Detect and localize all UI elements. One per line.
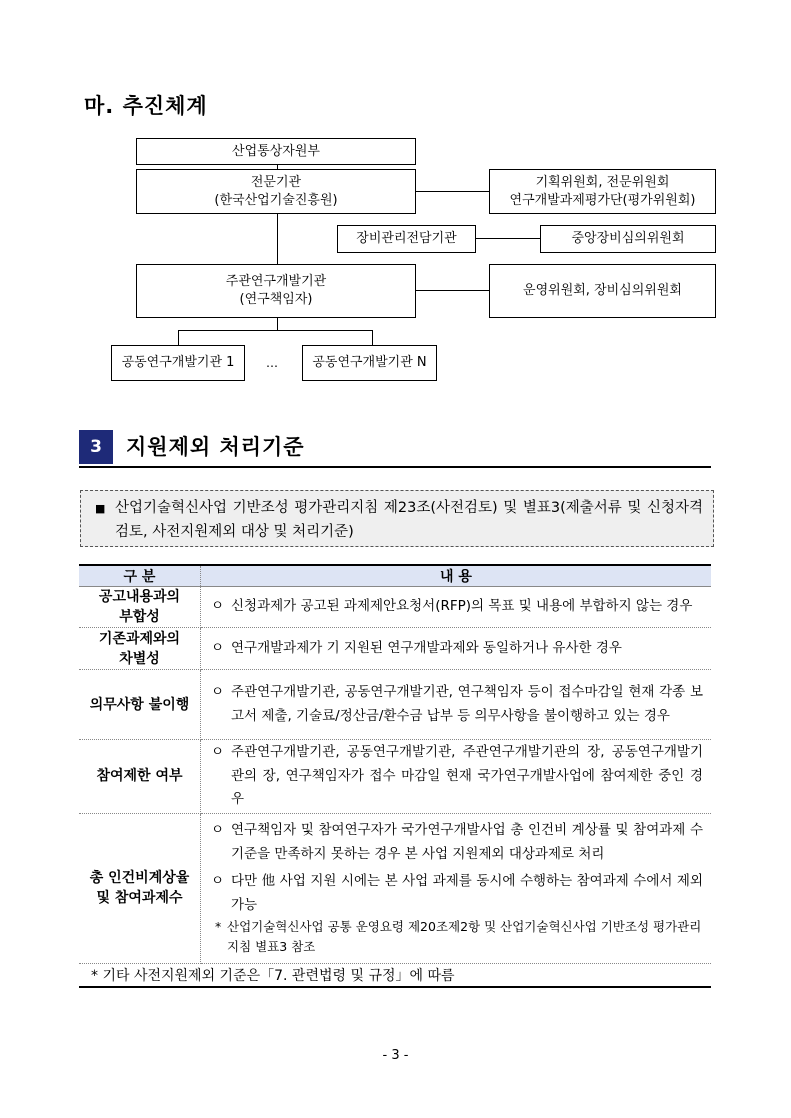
category-line: 차별성 [119, 650, 160, 667]
section-number-badge: 3 [79, 430, 113, 464]
page-number: - 3 - [382, 1048, 409, 1063]
org-ellipsis: … [266, 356, 278, 370]
org-box-committee2 [489, 264, 716, 318]
org-label: 산업통상자원부 [232, 143, 320, 159]
org-box-committee1 [489, 169, 716, 214]
reference-box [80, 490, 714, 547]
org-label: 전문기관 [250, 174, 302, 190]
table-header-row [79, 565, 711, 587]
section-title: 지원제외 처리기준 [126, 435, 305, 459]
row-category [79, 813, 201, 963]
header-category: 구 분 [79, 565, 201, 587]
table-footer-row [79, 963, 711, 987]
org-sublabel: (한국산업기술진흥원) [214, 192, 338, 208]
list-item [211, 595, 703, 619]
connector-lead-committee [415, 290, 489, 291]
org-box-equipment-agency [337, 225, 476, 253]
item-text: 신청과제가 공고된 과제제안요청서(RFP)의 목표 및 내용에 부합하지 않는 경우 [231, 598, 693, 615]
org-box-ministry [136, 138, 416, 165]
reference-text: 산업기술혁신사업 기반조성 평가관리지침 제23조(사전검토) 및 별표3(제출서류 및 신청자격 검토, 사전지원제외 대상 및 처리기준) [115, 500, 703, 540]
org-box-equipment-committee [540, 225, 716, 253]
table-row [79, 587, 711, 628]
row-content [201, 628, 712, 670]
criteria-table [79, 564, 711, 988]
org-label: 주관연구개발기관 [225, 274, 327, 289]
category-line: 기존과제와의 [98, 630, 181, 647]
item-text: 연구책임자 및 참여연구자가 국가연구개발사업 총 인건비 계상률 및 참여과제 수 기준을 만족하지 못하는 경우 본 사업 지원제외 대상과제로 처리 [231, 822, 703, 862]
category-line: 및 참여과제수 [96, 890, 183, 906]
item-text: 다만 他 사업 지원 시에는 본 사업 과제를 동시에 수행하는 참여과제 수에서 제외 가능 [231, 873, 703, 913]
item-text: 주관연구개발기관, 공동연구개발기관, 연구책임자 등이 접수마감일 현재 각종 보고서 제출, 기술료/정산금/환수금 납부 등 의무사항을 불이행하고 있는 경우 [231, 684, 703, 724]
org-chart [0, 0, 791, 400]
connector-joint1 [178, 330, 179, 346]
list-item [211, 637, 703, 661]
org-box-lead [136, 264, 416, 318]
note-text: 산업기술혁신사업 공통 운영요령 제20조제2항 및 산업기술혁신사업 기반조성 평가관리지침 별표3 참조 [227, 919, 702, 954]
row-category [79, 740, 201, 814]
org-label: 기획위원회, 전문위원회 [535, 174, 670, 190]
row-category [79, 587, 201, 628]
list-item [211, 870, 703, 917]
circle-bullet-icon: ㅇ [211, 639, 225, 656]
list-item [211, 741, 703, 812]
row-content [201, 740, 712, 814]
row-note [211, 917, 703, 957]
connector-joint-horizontal [178, 330, 373, 331]
org-label: 운영위원회, 장비심의위원회 [523, 283, 682, 298]
org-sublabel: 연구개발과제평가단(평가위원회) [509, 192, 696, 208]
row-category [79, 628, 201, 670]
section-divider [79, 466, 711, 468]
footer-note: * 기타 사전지원제외 기준은「7. 관련법령 및 규정」에 따름 [79, 963, 711, 987]
table-row [79, 670, 711, 740]
org-label: 공동연구개발기관 N [312, 355, 427, 370]
row-content [201, 813, 712, 963]
category-line: 총 인건비계상율 [89, 870, 190, 886]
table-row [79, 813, 711, 963]
category-line: 의무사항 불이행 [89, 696, 190, 713]
circle-bullet-icon: ㅇ [211, 744, 225, 760]
table-row [79, 740, 711, 814]
item-text: 연구개발과제가 기 지원된 연구개발과제와 동일하거나 유사한 경우 [231, 639, 622, 656]
row-content [201, 670, 712, 740]
square-bullet-icon: ■ [95, 502, 106, 515]
row-category [79, 670, 201, 740]
list-item [211, 681, 703, 728]
table-row [79, 628, 711, 670]
category-line: 공고내용과의 [98, 589, 181, 605]
circle-bullet-icon: ㅇ [211, 873, 225, 889]
row-content [201, 587, 712, 628]
connector-equipment [476, 238, 540, 239]
org-box-jointN [302, 345, 437, 381]
org-label: 공동연구개발기관 1 [121, 355, 235, 370]
circle-bullet-icon: ㅇ [211, 684, 225, 700]
category-line: 부합성 [119, 609, 160, 625]
circle-bullet-icon: ㅇ [211, 598, 225, 615]
org-sublabel: (연구책임자) [239, 292, 313, 307]
category-line: 참여제한 여부 [96, 768, 183, 785]
list-item [211, 819, 703, 866]
header-content: 내 용 [201, 565, 712, 587]
org-label: 중앙장비심의위원회 [571, 231, 685, 246]
item-text: 주관연구개발기관, 공동연구개발기관, 주관연구개발기관의 장, 공동연구개발기관의 장, 연구책임자가 접수 마감일 현재 국가연구개발사업에 참여제한 중인 경우 [231, 744, 703, 807]
connector-jointN [372, 330, 373, 346]
section-heading: 마. 추진체계 [84, 94, 208, 118]
org-box-joint1 [111, 345, 245, 381]
asterisk-marker: * [215, 919, 222, 934]
org-label: 장비관리전담기관 [356, 231, 457, 246]
circle-bullet-icon: ㅇ [211, 822, 225, 838]
org-box-agency [136, 169, 416, 214]
